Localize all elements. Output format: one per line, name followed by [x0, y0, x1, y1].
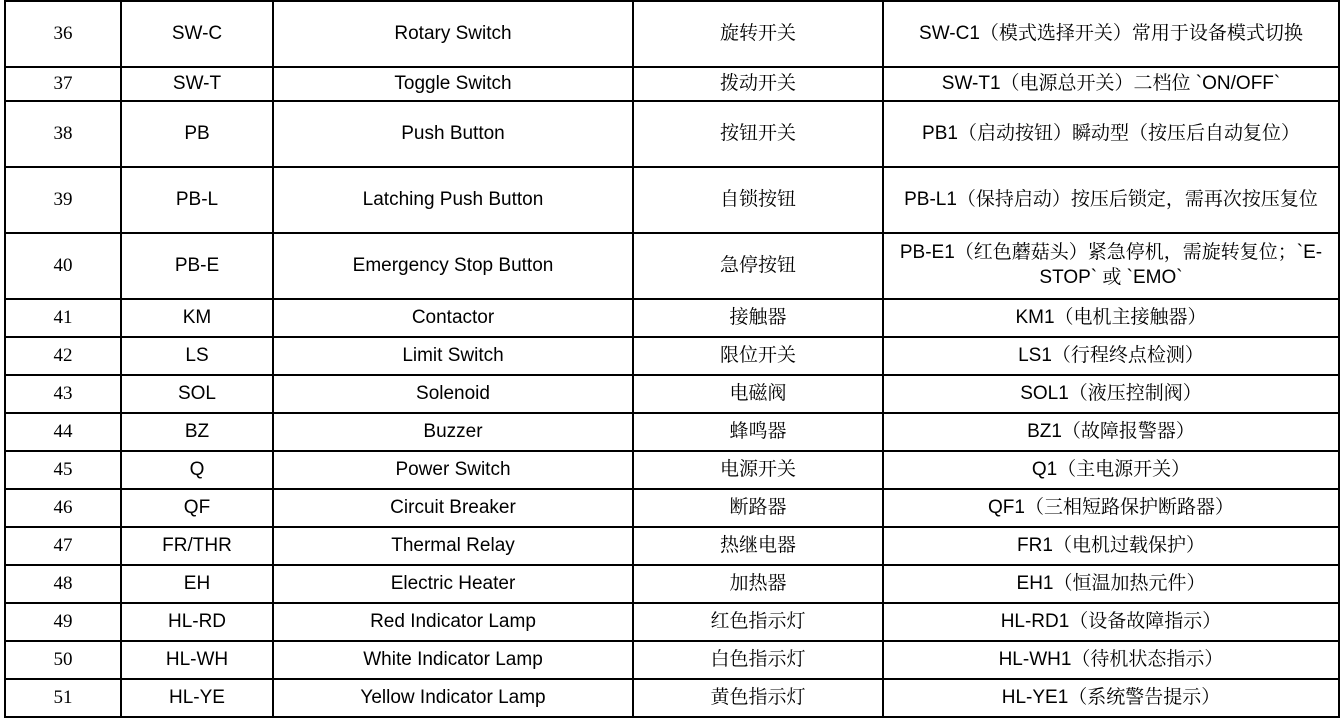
cell-code: PB	[121, 101, 273, 167]
cell-note: PB-E1（红色蘑菇头）紧急停机，需旋转复位；`E-STOP` 或 `EMO`	[883, 233, 1339, 299]
cell-number: 44	[5, 413, 121, 451]
cell-english-name: Red Indicator Lamp	[273, 603, 633, 641]
table-row	[5, 527, 1339, 565]
cell-number: 40	[5, 233, 121, 299]
cell-english-name: Contactor	[273, 299, 633, 337]
cell-code: LS	[121, 337, 273, 375]
cell-chinese-name: 红色指示灯	[633, 603, 883, 641]
cell-english-name: Emergency Stop Button	[273, 233, 633, 299]
cell-number: 50	[5, 641, 121, 679]
cell-english-name: Yellow Indicator Lamp	[273, 679, 633, 717]
cell-code: PB-L	[121, 167, 273, 233]
cell-english-name: Power Switch	[273, 451, 633, 489]
table-row	[5, 167, 1339, 233]
table-row	[5, 603, 1339, 641]
table-row	[5, 67, 1339, 101]
cell-note: SW-C1（模式选择开关）常用于设备模式切换	[883, 1, 1339, 67]
cell-english-name: Circuit Breaker	[273, 489, 633, 527]
cell-chinese-name: 限位开关	[633, 337, 883, 375]
cell-english-name: Solenoid	[273, 375, 633, 413]
cell-number: 41	[5, 299, 121, 337]
cell-number: 43	[5, 375, 121, 413]
cell-note: PB1（启动按钮）瞬动型（按压后自动复位）	[883, 101, 1339, 167]
cell-note: HL-YE1（系统警告提示）	[883, 679, 1339, 717]
cell-number: 49	[5, 603, 121, 641]
cell-chinese-name: 电磁阀	[633, 375, 883, 413]
table-row	[5, 375, 1339, 413]
cell-note: BZ1（故障报警器）	[883, 413, 1339, 451]
cell-chinese-name: 加热器	[633, 565, 883, 603]
cell-number: 51	[5, 679, 121, 717]
cell-english-name: Electric Heater	[273, 565, 633, 603]
cell-english-name: Limit Switch	[273, 337, 633, 375]
cell-note: FR1（电机过载保护）	[883, 527, 1339, 565]
table-row	[5, 413, 1339, 451]
cell-chinese-name: 自锁按钮	[633, 167, 883, 233]
cell-note: Q1（主电源开关）	[883, 451, 1339, 489]
table-row	[5, 101, 1339, 167]
cell-note: SW-T1（电源总开关）二档位 `ON/OFF`	[883, 67, 1339, 101]
cell-chinese-name: 蜂鸣器	[633, 413, 883, 451]
cell-english-name: Toggle Switch	[273, 67, 633, 101]
cell-code: EH	[121, 565, 273, 603]
cell-note: QF1（三相短路保护断路器）	[883, 489, 1339, 527]
cell-note: SOL1（液压控制阀）	[883, 375, 1339, 413]
cell-english-name: Latching Push Button	[273, 167, 633, 233]
cell-english-name: Thermal Relay	[273, 527, 633, 565]
cell-number: 47	[5, 527, 121, 565]
cell-code: SOL	[121, 375, 273, 413]
cell-number: 38	[5, 101, 121, 167]
cell-chinese-name: 接触器	[633, 299, 883, 337]
cell-note: KM1（电机主接触器）	[883, 299, 1339, 337]
cell-code: SW-C	[121, 1, 273, 67]
cell-chinese-name: 急停按钮	[633, 233, 883, 299]
cell-number: 48	[5, 565, 121, 603]
table-row	[5, 565, 1339, 603]
cell-code: QF	[121, 489, 273, 527]
cell-chinese-name: 白色指示灯	[633, 641, 883, 679]
cell-number: 36	[5, 1, 121, 67]
cell-number: 45	[5, 451, 121, 489]
cell-code: KM	[121, 299, 273, 337]
cell-note: HL-WH1（待机状态指示）	[883, 641, 1339, 679]
cell-note: HL-RD1（设备故障指示）	[883, 603, 1339, 641]
cell-english-name: Push Button	[273, 101, 633, 167]
cell-code: PB-E	[121, 233, 273, 299]
cell-code: BZ	[121, 413, 273, 451]
table-row	[5, 489, 1339, 527]
cell-number: 46	[5, 489, 121, 527]
table-row	[5, 679, 1339, 717]
cell-code: Q	[121, 451, 273, 489]
table-row	[5, 233, 1339, 299]
cell-chinese-name: 断路器	[633, 489, 883, 527]
cell-english-name: Buzzer	[273, 413, 633, 451]
cell-chinese-name: 按钮开关	[633, 101, 883, 167]
cell-number: 37	[5, 67, 121, 101]
cell-chinese-name: 热继电器	[633, 527, 883, 565]
cell-code: FR/THR	[121, 527, 273, 565]
table-row	[5, 299, 1339, 337]
table-body	[5, 1, 1339, 717]
cell-note: PB-L1（保持启动）按压后锁定，需再次按压复位	[883, 167, 1339, 233]
cell-number: 39	[5, 167, 121, 233]
cell-chinese-name: 黄色指示灯	[633, 679, 883, 717]
cell-chinese-name: 旋转开关	[633, 1, 883, 67]
cell-code: HL-WH	[121, 641, 273, 679]
cell-english-name: White Indicator Lamp	[273, 641, 633, 679]
table-row	[5, 451, 1339, 489]
cell-code: SW-T	[121, 67, 273, 101]
table-row	[5, 337, 1339, 375]
cell-note: EH1（恒温加热元件）	[883, 565, 1339, 603]
cell-chinese-name: 电源开关	[633, 451, 883, 489]
cell-english-name: Rotary Switch	[273, 1, 633, 67]
cell-code: HL-YE	[121, 679, 273, 717]
table-row	[5, 1, 1339, 67]
cell-code: HL-RD	[121, 603, 273, 641]
cell-note: LS1（行程终点检测）	[883, 337, 1339, 375]
component-reference-table	[4, 0, 1340, 718]
cell-chinese-name: 拨动开关	[633, 67, 883, 101]
table-row	[5, 641, 1339, 679]
cell-number: 42	[5, 337, 121, 375]
